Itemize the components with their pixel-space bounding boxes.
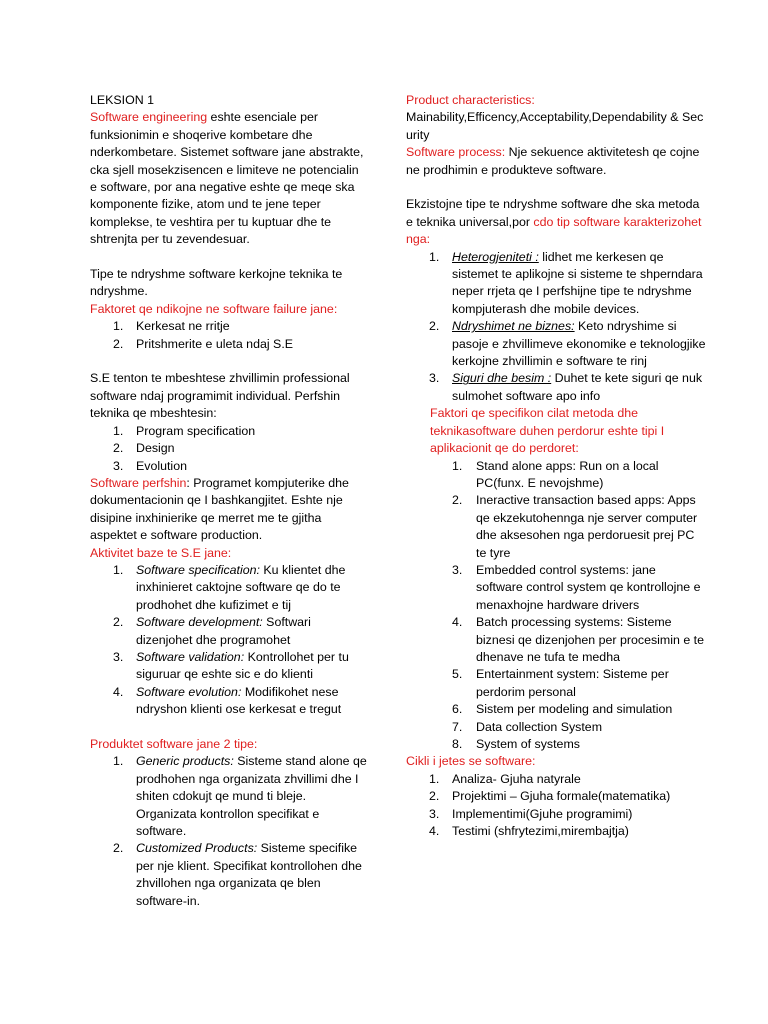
list-item: 7. Data collection System (452, 719, 603, 734)
products-list (90, 753, 368, 910)
cycle-list (406, 771, 706, 841)
list-item: 4. Testimi (shfrytezimi,mirembajtja) (429, 824, 629, 839)
list-item: 3. Implementimi(Gjuhe programimi) (429, 806, 633, 821)
activities-list (90, 562, 368, 719)
intro-text: eshte esenciale per funksionimin e shoqerive kombetare dhe nderkombetare. Sistemet software jane abstrakte, cka sjell mosekzisencen e limiteve ne potencialin e software, por ana negative eshte qe meqe ska komponente fizike, atom und te jene teper komplekse, te veshtira per tu kuptuar dhe te shtrenjta per tu zevendesuar. (90, 110, 364, 247)
list-item: 3. Siguri dhe besim : Duhet te kete siguri qe nuk sulmohet software apo info (429, 371, 703, 403)
list-item: 3. Software validation: Kontrollohet per tu siguruar qe eshte sic e do klienti (113, 649, 349, 682)
list-item: 4. Batch processing systems: Sisteme biznesi qe dizenjohen per procesimin e te dhenave ne tufa te medha (452, 615, 704, 664)
list-item: 2. Projektimi – Gjuha formale(matematika) (429, 789, 671, 804)
list-item: 1. Software specification: Ku klientet dhe inxhinieret caktojne software qe do te prodhohet dhe kufizimet e tij (113, 562, 346, 612)
list-item: 2. Ndryshimet ne biznes: Keto ndryshime si pasoje e zhvillimeve ekonomike e teknologjike kerkojne zhvillimin e software te rinj (429, 319, 706, 369)
types-paragraph: Ekzistojne tipe te ndryshme software dhe ska metoda e teknika universal,por cdo tip software karakterizohet nga: (406, 197, 702, 247)
list-item: 6. Sistem per modeling and simulation (452, 702, 673, 717)
list-item: 2. Ineractive transaction based apps: Apps qe ekzekutohennga nje server computer dhe aksesohen nga perdoruesit prej PC te tyre (452, 493, 698, 560)
app-types-list (406, 458, 706, 754)
left-column (90, 92, 368, 910)
cycle-heading: Cikli i jetes se software: (406, 754, 536, 769)
list-item: 3. Embedded control systems: jane software control system qe kontrollojne e menaxhojne hardware drivers (452, 562, 701, 612)
failure-heading: Faktoret qe ndikojne ne software failure jane: (90, 301, 338, 316)
techniques-list (90, 423, 368, 475)
list-item: 1. Kerkesat ne rritje (113, 319, 230, 334)
list-item: 5. Entertainment system: Sisteme per perdorim personal (452, 667, 669, 699)
list-item: 1. Generic products: Sisteme stand alone qe prodhohen nga organizata zhvillimi dhe I shiten cdokujt qe mund ti bleje. Organizata kontrollon specifikat e software. (113, 754, 367, 839)
perfshin-paragraph: Software perfshin: Programet kompjuterike dhe dokumentacionin qe I bashkangjitet. Eshte nje disipine inxhinierike qe merret me te gjitha aspektet e software production. (90, 475, 349, 543)
intro-term: Software engineering (90, 110, 208, 125)
list-item: 1. Analiza- Gjuha natyrale (429, 771, 581, 786)
process-paragraph: Software process: Nje sekuence aktivitetesh qe cojne ne prodhimin e produkteve software. (406, 145, 700, 177)
perfshin-term: Software perfshin (90, 475, 187, 490)
factor-heading: Faktori qe specifikon cilat metoda dhe teknikasoftware duhen perdorur eshte tipi I aplikacionit qe do perdoret: (430, 406, 665, 456)
traits-list (406, 249, 706, 406)
list-item: 2. Customized Products: Sisteme specifike per nje klient. Specifikat kontrollohen dhe zhvillohen nga organizata qe blen software-in. (113, 841, 362, 908)
intro-paragraph (90, 109, 368, 248)
list-item: 3. Evolution (113, 458, 187, 473)
right-column (406, 92, 706, 840)
activities-heading: Aktivitet baze te S.E jane: (90, 545, 232, 560)
characteristics-text: Mainability,Efficency,Acceptability,Dependability & Security (406, 110, 704, 142)
list-item: 2. Software development: Softwari dizenjohet dhe programohet (113, 615, 311, 647)
lesson-title: LEKSION 1 (90, 93, 155, 107)
list-item: 8. System of systems (452, 737, 580, 752)
list-item: 1. Stand alone apps: Run on a local PC(funx. E nevojshme) (452, 458, 659, 490)
list-item: 1. Program specification (113, 423, 256, 438)
failure-list (90, 318, 368, 353)
list-item: 2. Pritshmerite e uleta ndaj S.E (113, 336, 294, 351)
characteristics-heading: Product characteristics: (406, 93, 535, 107)
types-paragraph: Tipe te ndryshme software kerkojne teknika te ndryshme. (90, 267, 343, 299)
list-item: 1. Heterogjeniteti : lidhet me kerkesen qe sistemet te aplikojne si sisteme te shperndara neper rrjeta qe I perfshijne tipe te ndryshme kompjuterash dhe mobile devices. (429, 249, 703, 316)
list-item: 2. Design (113, 441, 175, 456)
se-paragraph: S.E tenton te mbeshtese zhvillimin professional software ndaj programimit individual. Perfshin teknika qe mbeshtesin: (90, 371, 350, 421)
products-heading: Produktet software jane 2 tipe: (90, 736, 258, 751)
process-term: Software process: (406, 145, 506, 160)
list-item: 4. Software evolution: Modifikohet nese ndryshon klienti ose kerkesat e tregut (113, 684, 342, 717)
